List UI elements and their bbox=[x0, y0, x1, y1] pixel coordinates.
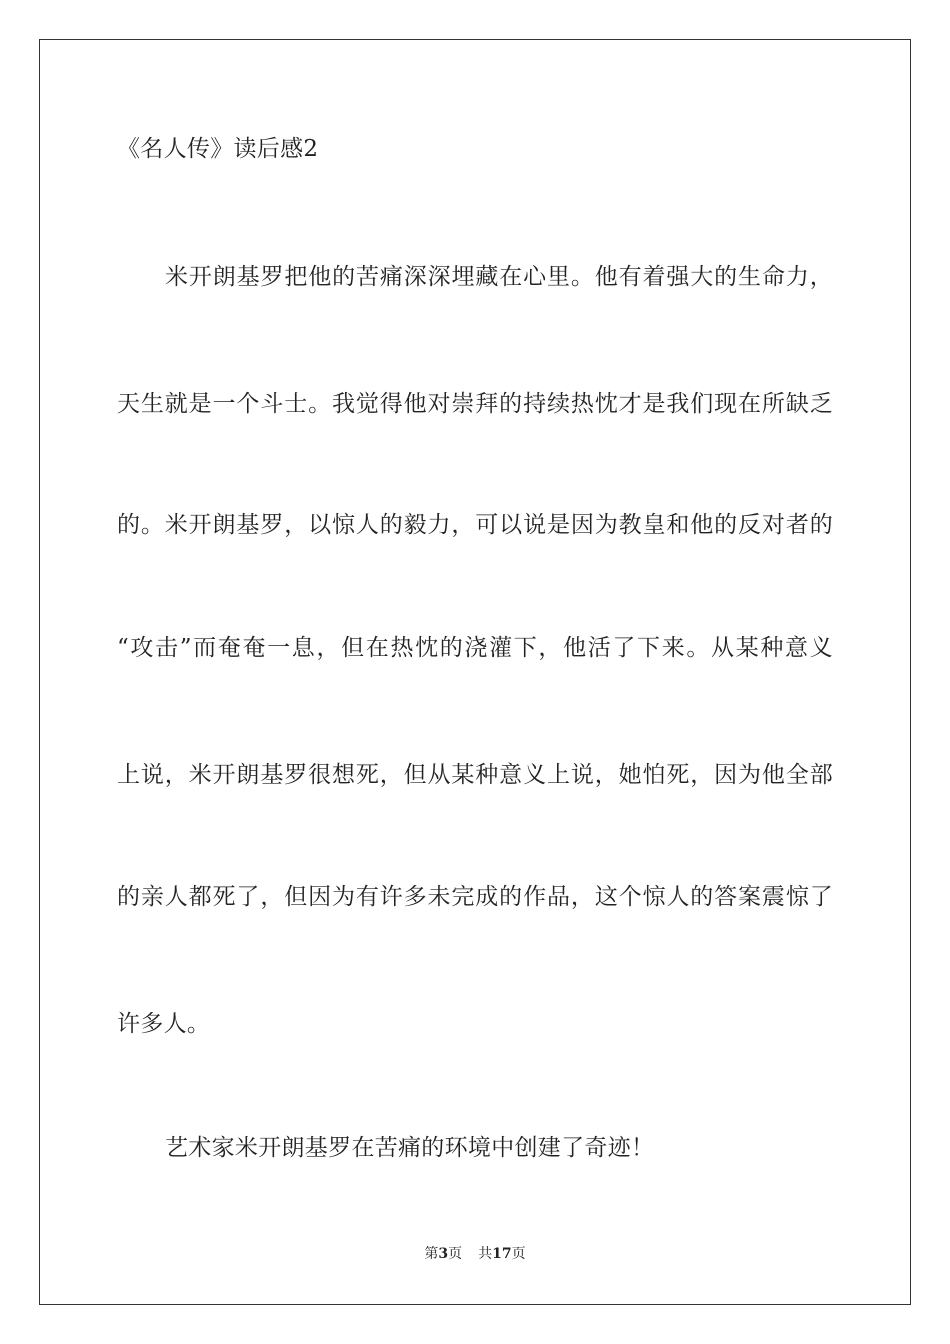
page-footer bbox=[0, 1245, 950, 1263]
paragraph-1-line-1: 米开朗基罗把他的苦痛深深埋藏在心里。他有着强大的生命力， bbox=[165, 264, 833, 290]
footer-total-prefix: 共 bbox=[478, 1246, 493, 1262]
footer-page-suffix: 页 bbox=[448, 1246, 463, 1262]
paragraph-1-line-7: 许多人。 bbox=[117, 1011, 211, 1037]
paragraph-1-line-6: 的亲人都死了，但因为有许多未完成的作品，这个惊人的答案震惊了 bbox=[117, 884, 833, 910]
footer-total-suffix: 页 bbox=[511, 1246, 526, 1262]
page-border bbox=[39, 39, 911, 1305]
document-title: 《名人传》读后感2 bbox=[117, 136, 319, 162]
paragraph-1-line-3: 的。米开朗基罗，以惊人的毅力，可以说是因为教皇和他的反对者的 bbox=[117, 512, 833, 538]
footer-page-prefix: 第 bbox=[424, 1246, 439, 1262]
footer-total-pages: 17 bbox=[492, 1246, 512, 1262]
paragraph-1-line-5: 上说，米开朗基罗很想死，但从某种意义上说，她怕死，因为他全部 bbox=[117, 762, 833, 788]
paragraph-1-line-4: “攻击”而奄奄一息，但在热忱的浇灌下，他活了下来。从某种意义 bbox=[117, 635, 833, 661]
paragraph-1-line-2: 天生就是一个斗士。我觉得他对崇拜的持续热忱才是我们现在所缺乏 bbox=[117, 391, 833, 417]
footer-page-number: 3 bbox=[438, 1246, 449, 1262]
paragraph-2: 艺术家米开朗基罗在苦痛的环境中创建了奇迹！ bbox=[165, 1135, 655, 1161]
